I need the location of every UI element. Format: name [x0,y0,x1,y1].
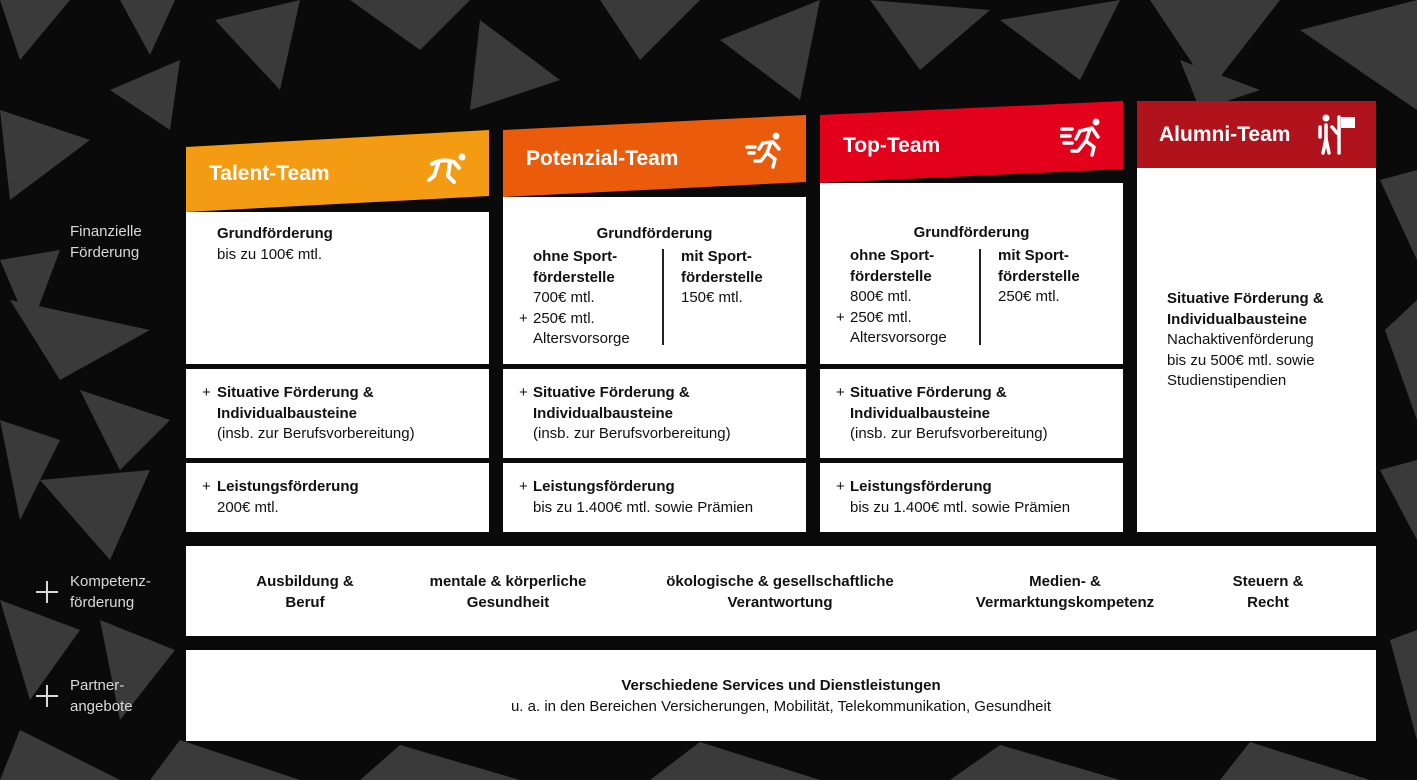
mit-title: förderstelle [998,267,1080,285]
kompetenz-line: ökologische & gesellschaftliche [666,573,894,590]
ohne-extra-note: Altersvorsorge [533,330,630,347]
ohne-extra: 250€ mtl. [533,309,595,327]
kompetenz-line: Gesundheit [466,594,550,611]
leistung-box [186,463,489,532]
banner-alumni-team [1137,101,1376,168]
leistung-value: bis zu 1.400€ mtl. sowie Prämien [533,498,754,516]
label-line: Kompetenz- [70,573,151,590]
situativ-box [503,369,806,458]
ohne-extra: 250€ mtl. [850,308,912,326]
kompetenz-item [954,571,1176,613]
running-person-icon [745,131,787,169]
mit-value: 250€ mtl. [998,288,1060,305]
label-line: Förderung [70,244,140,261]
grund-title: Grundförderung [596,225,713,242]
grundfoerderung-box [503,197,806,364]
column-divider [662,249,664,345]
kompetenz-item [224,571,386,613]
kompetenz-item [404,571,612,613]
grundfoerderung-box [186,212,489,364]
situativ-note: (insb. zur Berufsvorbereitung) [850,425,1048,442]
mit-title: mit Sport- [998,247,1069,264]
partner-subtitle: u. a. in den Bereichen Versicherungen, Mobilität, Telekommunikation, Gesundheit [510,697,1052,715]
kompetenz-line: mentale & körperliche [429,573,587,590]
plus-icon [36,581,58,603]
kompetenz-line: Vermarktungskompetenz [975,594,1155,611]
situativ-title: Situative Förderung & [850,384,1007,401]
situativ-note: (insb. zur Berufsvorbereitung) [217,425,415,442]
label-line: Partner- [70,677,125,694]
kompetenz-line: Recht [1247,594,1289,611]
mit-value: 150€ mtl. [681,289,743,306]
ohne-value: 700€ mtl. [533,289,595,306]
ohne-title: förderstelle [850,267,932,285]
sprinting-person-icon [1060,117,1106,157]
situativ-title: Situative Förderung & [1167,290,1324,307]
kompetenz-box [186,546,1376,636]
team-title: Top-Team [843,134,941,157]
ohne-title: ohne Sport- [533,248,618,265]
situativ-note: (insb. zur Berufsvorbereitung) [533,425,731,442]
team-title: Talent-Team [209,162,330,185]
label-line: Finanzielle [70,223,142,240]
mit-title: förderstelle [681,268,763,286]
partner-box [186,650,1376,741]
plus-icon [36,685,58,707]
partner-title: Verschiedene Services und Dienstleistungen [621,677,941,694]
ohne-title: ohne Sport- [850,247,935,264]
plus-sign: + [519,384,528,401]
plus-sign: + [836,478,845,495]
plus-sign: + [202,478,211,495]
plus-sign: + [519,309,528,327]
alumni-line: bis zu 500€ mtl. sowie [1167,351,1315,369]
column-alumni-team [1137,101,1376,532]
ohne-title: förderstelle [533,268,615,286]
team-title: Alumni-Team [1159,123,1291,146]
banner-top-team [820,101,1123,183]
situativ-title: Individualbausteine [217,404,358,422]
alumni-line: Nachaktivenförderung [1167,331,1314,348]
situativ-title: Individualbausteine [850,404,991,422]
label-finanzielle-foerderung [70,221,142,263]
leistung-value: bis zu 1.400€ mtl. sowie Prämien [850,498,1071,516]
column-divider [979,249,981,345]
kompetenz-line: Medien- & [1029,573,1101,590]
plus-sign: + [836,384,845,401]
alumni-line: Studienstipendien [1167,372,1287,389]
kompetenz-item [638,571,922,613]
leistung-value: 200€ mtl. [217,498,279,516]
situativ-title: Individualbausteine [533,404,674,422]
column-potenzial-team [503,115,806,532]
grund-title: Grundförderung [913,224,1030,241]
crouching-runner-icon [426,150,470,186]
situativ-box [186,369,489,458]
kompetenz-line: Beruf [285,594,325,611]
mit-title: mit Sport- [681,248,752,265]
plus-sign: + [836,308,845,326]
grund-title: Grundförderung [217,225,333,242]
column-talent-team [186,130,489,532]
person-with-flag-icon [1317,113,1359,157]
team-title: Potenzial-Team [526,147,679,170]
plus-sign: + [202,384,211,401]
alumni-box [1137,168,1376,532]
situativ-title: Situative Förderung & [217,384,374,401]
grund-value: bis zu 100€ mtl. [217,245,323,263]
label-line: förderung [70,594,135,611]
label-kompetenzfoerderung [70,571,151,613]
grundfoerderung-box [820,183,1123,364]
ohne-extra-note: Altersvorsorge [850,329,947,346]
leistung-title: Leistungsförderung [217,478,359,495]
label-partnerangebote [70,675,133,717]
banner-talent-team [186,130,489,212]
label-line: angebote [70,698,133,715]
kompetenz-line: Steuern & [1232,573,1304,590]
situativ-box [820,369,1123,458]
banner-potenzial-team [503,115,806,197]
situativ-title: Individualbausteine [1167,310,1308,328]
column-top-team [820,101,1123,532]
kompetenz-item [1204,571,1332,613]
leistung-title: Leistungsförderung [533,478,675,495]
kompetenz-line: Ausbildung & [256,573,354,590]
leistung-box [820,463,1123,532]
leistung-title: Leistungsförderung [850,478,992,495]
ohne-value: 800€ mtl. [850,288,912,305]
plus-sign: + [519,478,528,495]
kompetenz-line: Verantwortung [727,594,833,611]
leistung-box [503,463,806,532]
situativ-title: Situative Förderung & [533,384,690,401]
